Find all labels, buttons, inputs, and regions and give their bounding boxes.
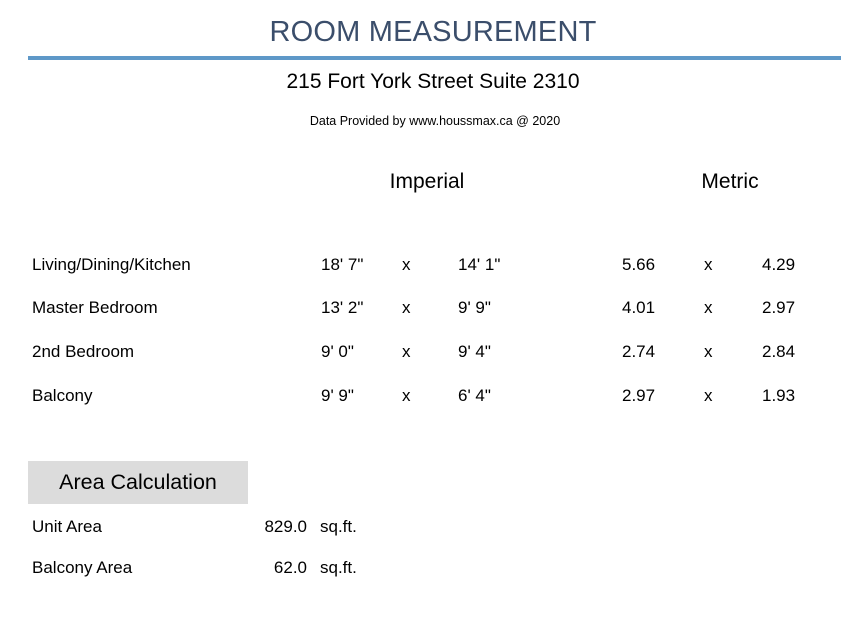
property-address: 215 Fort York Street Suite 2310 [286, 70, 580, 93]
area-unit: sq.ft. [320, 558, 357, 577]
metric-length: 2.74 [622, 342, 656, 361]
area-unit: sq.ft. [320, 517, 357, 536]
area-label: Unit Area [32, 517, 102, 536]
metric-width: 4.29 [762, 255, 796, 274]
room-name: Balcony [32, 386, 93, 405]
metric-width: 1.93 [762, 386, 796, 405]
imperial-length: 9' 0" [321, 342, 354, 361]
imperial-length: 18' 7" [321, 255, 364, 274]
imperial-times: x [402, 386, 411, 405]
imperial-times: x [402, 298, 411, 317]
metric-length: 4.01 [622, 298, 656, 317]
imperial-length: 13' 2" [321, 298, 364, 317]
room-row-balcony [0, 386, 866, 410]
metric-times: x [704, 386, 713, 405]
metric-times: x [704, 342, 713, 361]
area-value: 829.0 [264, 517, 307, 536]
imperial-width: 9' 4" [458, 342, 491, 361]
room-name: 2nd Bedroom [32, 342, 135, 361]
room-name: Living/Dining/Kitchen [32, 255, 191, 274]
imperial-times: x [402, 342, 411, 361]
imperial-width: 6' 4" [458, 386, 491, 405]
area-calculation-heading: Area Calculation [28, 461, 248, 504]
metric-length: 2.97 [622, 386, 656, 405]
area-row-unit [0, 517, 866, 541]
column-header-imperial: Imperial [389, 170, 465, 193]
metric-times: x [704, 255, 713, 274]
title-divider [28, 56, 841, 60]
room-name: Master Bedroom [32, 298, 158, 317]
imperial-width: 9' 9" [458, 298, 491, 317]
metric-width: 2.97 [762, 298, 796, 317]
page-title: ROOM MEASUREMENT [269, 16, 597, 48]
imperial-times: x [402, 255, 411, 274]
room-row-living-dining-kitchen [0, 255, 866, 279]
imperial-length: 9' 9" [321, 386, 354, 405]
imperial-width: 14' 1" [458, 255, 501, 274]
metric-times: x [704, 298, 713, 317]
metric-width: 2.84 [762, 342, 796, 361]
data-source-note: Data Provided by www.houssmax.ca @ 2020 [309, 114, 561, 128]
area-value: 62.0 [273, 558, 307, 577]
area-row-balcony [0, 558, 866, 582]
room-row-2nd-bedroom [0, 342, 866, 366]
room-row-master-bedroom [0, 298, 866, 322]
column-header-metric: Metric [701, 170, 759, 193]
metric-length: 5.66 [622, 255, 656, 274]
area-label: Balcony Area [32, 558, 133, 577]
